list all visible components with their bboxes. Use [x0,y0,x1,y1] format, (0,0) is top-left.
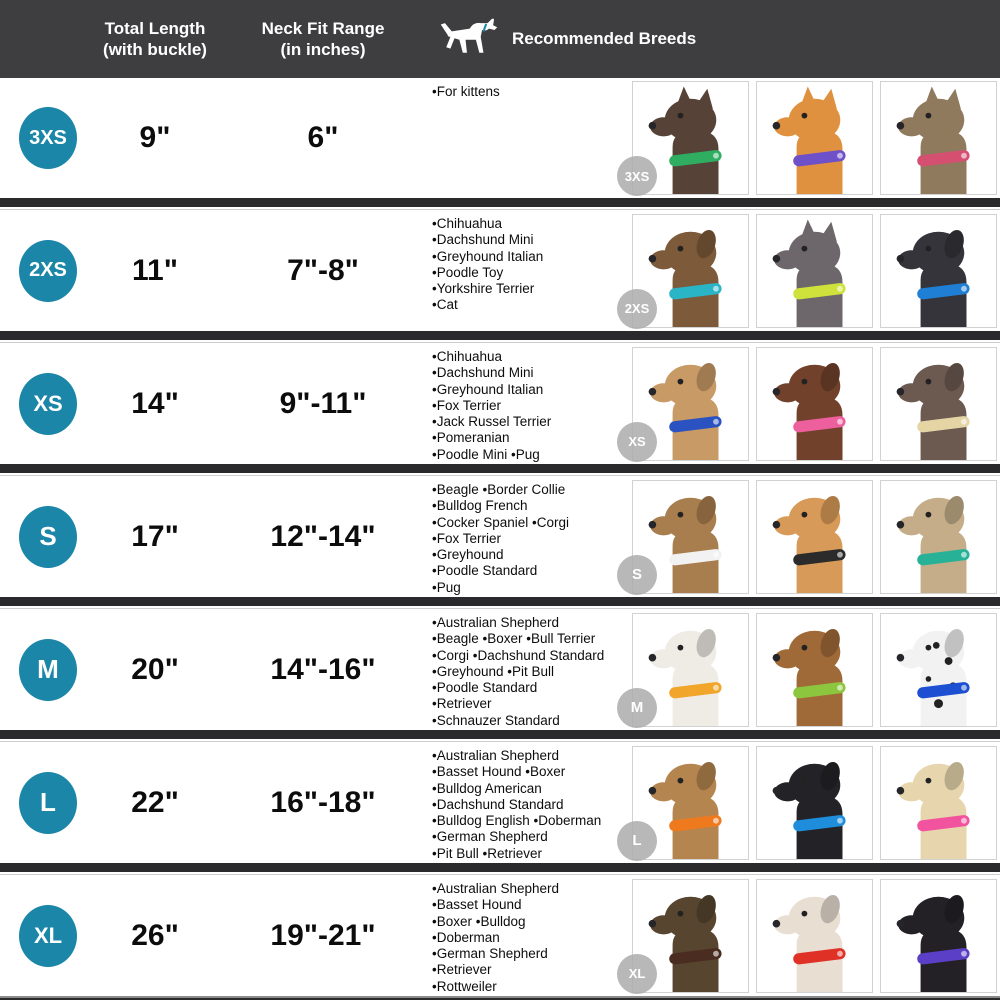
breed-line: •Yorkshire Terrier [432,281,535,297]
breed-line: •Schnauzer Standard [432,712,560,728]
size-watermark: L [617,821,657,861]
size-row-m [0,608,1000,730]
neck-fit-header-line2: (in inches) [280,40,366,59]
photo-dark-kitten-green-collar [624,81,749,195]
breed-line: •Poodle Standard [432,680,538,696]
breed-line: •Retriever [432,962,492,978]
size-badge-cell [0,905,96,967]
breed-line: •Boxer •Bulldog [432,913,526,929]
breed-line: •Bulldog American [432,780,542,796]
breed-line: •Dachshund Mini [432,232,534,248]
total-length-header-line2: (with buckle) [103,40,207,59]
total-length-value: 9" [139,121,171,154]
breed-line: •Dachshund Standard [432,796,564,812]
size-badge-cell [0,373,96,435]
breed-line: •Australian Shepherd [432,615,560,630]
photo-tabby-kitten-pink-collar [880,81,997,195]
breed-line: •Chihuahua [432,349,503,364]
breed-line: •Poodle Toy [432,264,504,280]
breed-line: •Corgi •Dachshund Standard [432,647,605,663]
breed-line: •Greyhound Italian [432,381,544,397]
breed-line: •Bulldog English •Doberman [432,813,602,829]
neck-fit-header-line1: Neck Fit Range [261,19,385,38]
photo-doberman-blue-collar [756,746,873,860]
photo-strip [628,476,1000,597]
breed-line: •Basset Hound •Boxer [432,764,566,780]
size-row-xs [0,342,1000,464]
size-watermark: M [617,688,657,728]
breed-line: •Greyhound •Pit Bull [432,663,555,679]
size-badge-cell [0,772,96,834]
size-row-xl [0,874,1000,996]
photo-boston-terrier-blue-collar [880,214,997,328]
photo-german-shepherd-brown-collar [628,879,749,993]
breed-line: •German Shepherd [432,829,548,845]
breed-line: •Greyhound [432,547,504,563]
size-watermark: XS [617,422,657,462]
size-row-l [0,741,1000,863]
row-divider [0,331,1000,340]
size-badge: 2XS [19,240,77,302]
size-table-body [0,78,1000,996]
total-length-value: 14" [131,386,179,420]
neck-fit-value: 6" [307,121,339,154]
photo-strip [624,210,1000,331]
breed-line: •Cat [432,297,458,313]
breed-line: •For kittens [432,84,500,99]
photo-strip [628,343,1000,464]
size-badge-cell [0,240,96,302]
size-badge: XS [19,373,77,435]
breed-line: •Beagle •Boxer •Bull Terrier [432,631,596,647]
size-badge: XL [19,905,77,967]
neck-fit-value: 16"-18" [270,785,376,819]
photo-orange-kitten-purple-collar [756,81,873,195]
photo-bulldog-red-collar [756,879,873,993]
total-length-value: 11" [132,253,178,287]
size-watermark: 2XS [617,289,657,329]
breeds-list [432,875,628,996]
total-length-value: 17" [131,519,179,553]
breed-line: •Bulldog French [432,498,528,514]
breed-line: •Poodle Standard [432,563,538,579]
size-badge-cell [0,639,96,701]
breed-line: •Retriever [432,696,492,712]
breed-line: •Greyhound Italian [432,248,544,264]
size-watermark: XL [617,954,657,994]
size-row-3xs [0,78,1000,198]
breed-line: •Rottweiler [432,978,497,994]
row-divider [0,198,1000,207]
dog-with-collar-icon [438,17,500,61]
breed-line: •Australian Shepherd [432,748,560,763]
photo-jack-russell-blue-collar [628,347,749,461]
size-badge-cell [0,107,96,169]
size-row-s [0,475,1000,597]
photo-labrador-pink-collar [880,746,997,860]
size-badge-cell [0,506,96,568]
neck-fit-value: 12"-14" [270,519,376,553]
row-divider [0,464,1000,473]
size-badge: L [19,772,77,834]
photo-gray-cat-yellow-collar [756,214,873,328]
breed-line: •Cocker Spaniel •Corgi [432,514,570,530]
size-row-2xs [0,209,1000,331]
photo-pit-bull-orange-collar [632,746,749,860]
breed-line: •German Shepherd [432,946,548,962]
recommended-breeds-header [432,17,1000,61]
neck-fit-value: 14"-16" [270,652,376,686]
breed-line: •Jack Russel Terrier [432,414,552,430]
photo-pug-teal-collar [880,480,997,594]
photo-yorkshire-terrier-teal-collar [624,214,749,328]
breeds-list [432,78,628,198]
breed-line: •Basset Hound [432,897,522,913]
neck-fit-value: 19"-21" [270,918,376,952]
neck-fit-value: 7"-8" [287,253,359,287]
photo-rottweiler-purple-collar [880,879,997,993]
photo-strip [624,78,1000,198]
photo-dachshund-cream-collar [880,347,997,461]
size-badge: M [19,639,77,701]
row-divider [0,597,1000,606]
recommended-breeds-label: Recommended Breeds [512,29,697,48]
breed-line: •Australian Shepherd [432,881,560,896]
total-length-value: 22" [131,785,179,819]
breed-line: •Dachshund Mini [432,365,534,381]
photo-strip [628,609,1000,730]
total-length-value: 20" [131,652,179,686]
breeds-list [432,343,628,464]
size-watermark: S [617,555,657,595]
breed-line: •Poodle Mini •Pug [432,446,540,462]
photo-strip [628,875,1000,996]
breed-line: •Fox Terrier [432,530,501,546]
row-divider [0,863,1000,872]
size-watermark: 3XS [617,156,657,196]
neck-fit-value: 9"-11" [279,386,367,420]
breed-line: •Chihuahua [432,216,503,231]
breed-line: •Beagle •Border Collie [432,482,566,497]
size-badge: S [19,506,77,568]
photo-beagle-white-collar [632,480,749,594]
photo-bull-terrier-yellow-collar [632,613,749,727]
breeds-list [432,742,628,863]
size-badge: 3XS [19,107,77,169]
breed-line: •Pit Bull •Retriever [432,845,542,861]
breeds-list [432,476,628,597]
breed-line: •Pomeranian [432,430,510,446]
photo-boxer-green-collar [756,613,873,727]
row-divider [0,730,1000,739]
bottom-bar [0,996,1000,1000]
breed-line: •Fox Terrier [432,397,501,413]
total-length-header-line1: Total Length [104,19,206,38]
photo-strip [628,742,1000,863]
breeds-list [432,210,628,331]
photo-brown-dog-pink-collar [756,347,873,461]
breed-line: •Pug [432,579,461,595]
neck-fit-header [214,18,432,60]
photo-dalmatian-blue-collar [880,613,997,727]
breed-line: •Doberman [432,929,500,945]
total-length-value: 26" [131,918,179,952]
table-header [0,0,1000,78]
total-length-header [96,18,214,60]
photo-corgi-black-collar [756,480,873,594]
breeds-list [432,609,628,730]
